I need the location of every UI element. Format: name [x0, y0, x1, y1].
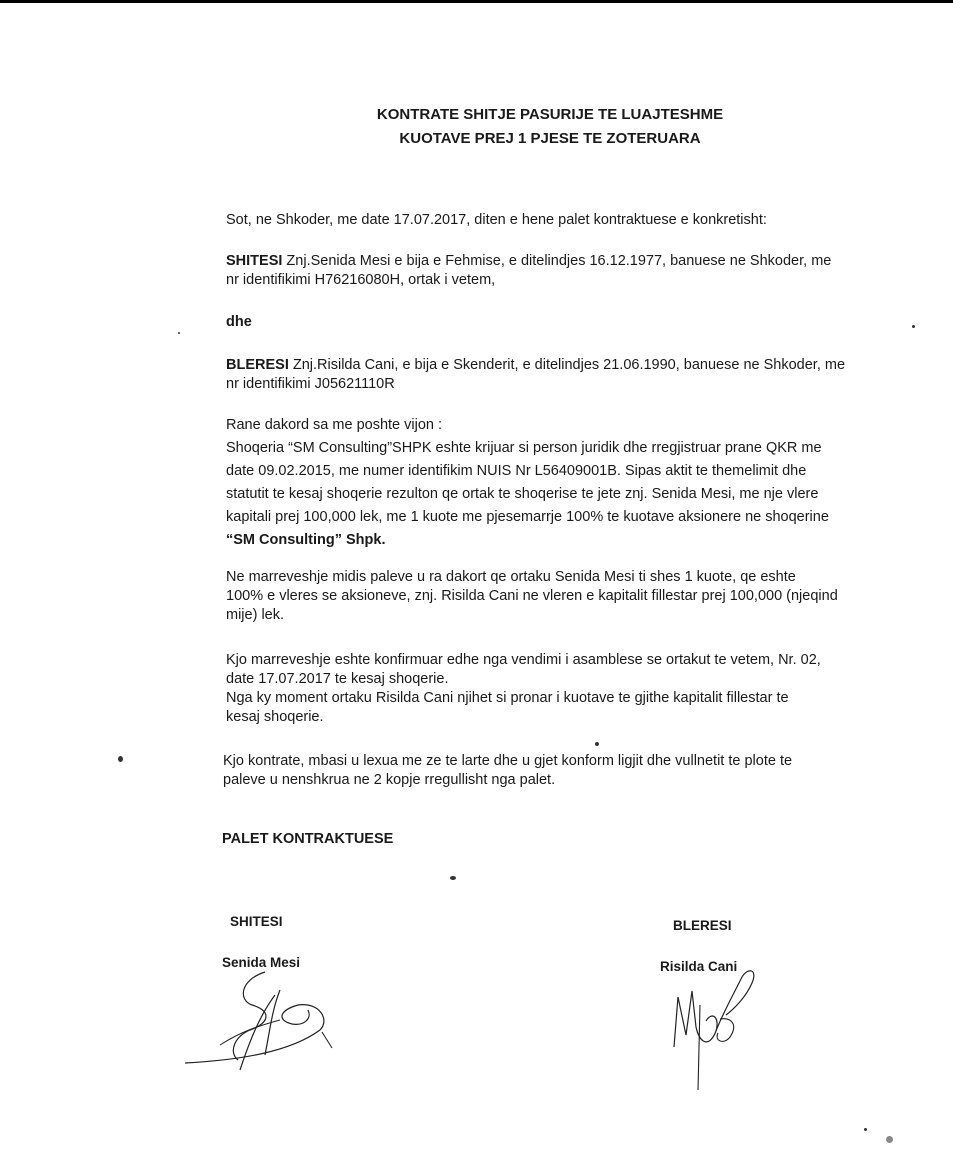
seller-handwritten-signature: [180, 960, 350, 1080]
buyer-line-2: nr identifikimi J05621110R: [226, 376, 395, 392]
sale-line-1: Ne marreveshje midis paleve u ra dakort qe ortaku Senida Mesi ti shes 1 kuote, qe eshte: [226, 569, 796, 585]
seller-signature-name: Senida Mesi: [222, 955, 301, 970]
buyer-label: BLERESI: [226, 357, 289, 373]
seller-line-2: nr identifikimi H76216080H, ortak i vetem,: [226, 272, 496, 288]
confirmation-line-4: kesaj shoqerie.: [226, 709, 324, 725]
sale-paragraph: [226, 568, 876, 625]
buyer-signature-label: BLERESI: [673, 918, 732, 933]
closing-line-1: Kjo kontrate, mbasi u lexua me ze te larte dhe u gjet konform ligjit dhe vullnetit te plote te: [223, 753, 793, 769]
contract-title-line-2: KUOTAVE PREJ 1 PJESE TE ZOTERUARA: [399, 130, 701, 147]
scan-speck: [595, 742, 599, 746]
sale-line-2: 100% e vleres se aksioneve, znj. Risilda Cani ne vleren e kapitalit fillestar prej 100,000 (njeqind: [226, 588, 838, 604]
scan-speck: [912, 325, 915, 328]
scan-speck: [886, 1136, 893, 1143]
seller-label: SHITESI: [226, 253, 283, 269]
parties-heading: PALET KONTRAKTUESE: [222, 831, 394, 847]
scan-speck: [118, 756, 123, 762]
scan-speck: [450, 876, 456, 880]
scan-speck: [864, 1128, 867, 1131]
agreement-paragraph: [226, 414, 876, 552]
agreement-line-1: Rane dakord sa me poshte vijon :: [226, 417, 443, 433]
confirmation-line-2: date 17.07.2017 te kesaj shoqerie.: [226, 671, 449, 687]
and-word: dhe: [226, 314, 252, 330]
agreement-line-3: date 09.02.2015, me numer identifikim NUIS Nr L56409001B. Sipas aktit te themelimit dhe: [226, 463, 807, 479]
confirmation-line-3: Nga ky moment ortaku Risilda Cani njihet si pronar i kuotave te gjithe kapitalit fillestar te: [226, 690, 789, 706]
seller-line-1: Znj.Senida Mesi e bija e Fehmise, e ditelindjes 16.12.1977, banuese ne Shkoder, me: [282, 253, 832, 269]
closing-line-2: paleve u nenshkrua ne 2 kopje rregullisht nga palet.: [223, 772, 556, 788]
agreement-line-2: Shoqeria “SM Consulting”SHPK eshte krijuar si person juridik dhe rregjistruar prane QKR me: [226, 440, 822, 456]
agreement-line-5: kapitali prej 100,000 lek, me 1 kuote me pjesemarrje 100% te kuotave aksionere ne shoqerine: [226, 509, 829, 525]
seller-signature-label: SHITESI: [230, 914, 283, 929]
intro-paragraph: Sot, ne Shkoder, me date 17.07.2017, diten e hene palet kontraktuese e konkretisht:: [226, 212, 767, 228]
scan-speck: [178, 332, 180, 334]
sale-line-3: mije) lek.: [226, 607, 285, 623]
confirmation-paragraph: [226, 651, 876, 727]
agreement-line-4: statutit te kesaj shoqerie rezulton qe ortak te shoqerise te jete znj. Senida Mesi, me nje vlere: [226, 486, 819, 502]
company-name: “SM Consulting” Shpk.: [226, 532, 386, 548]
confirmation-line-1: Kjo marreveshje eshte konfirmuar edhe nga vendimi i asamblese se ortakut te vetem, Nr. 02,: [226, 652, 821, 668]
seller-paragraph: [226, 252, 876, 290]
buyer-signature-name: Risilda Cani: [660, 959, 738, 974]
contract-title-line-1: KONTRATE SHITJE PASURIJE TE LUAJTESHME: [376, 106, 724, 123]
buyer-line-1: Znj.Risilda Cani, e bija e Skenderit, e ditelindjes 21.06.1990, banuese ne Shkoder, me: [288, 357, 846, 373]
scan-top-edge: [0, 0, 953, 3]
buyer-handwritten-signature: [660, 955, 770, 1095]
buyer-paragraph: [226, 356, 876, 394]
closing-paragraph: [223, 752, 873, 790]
